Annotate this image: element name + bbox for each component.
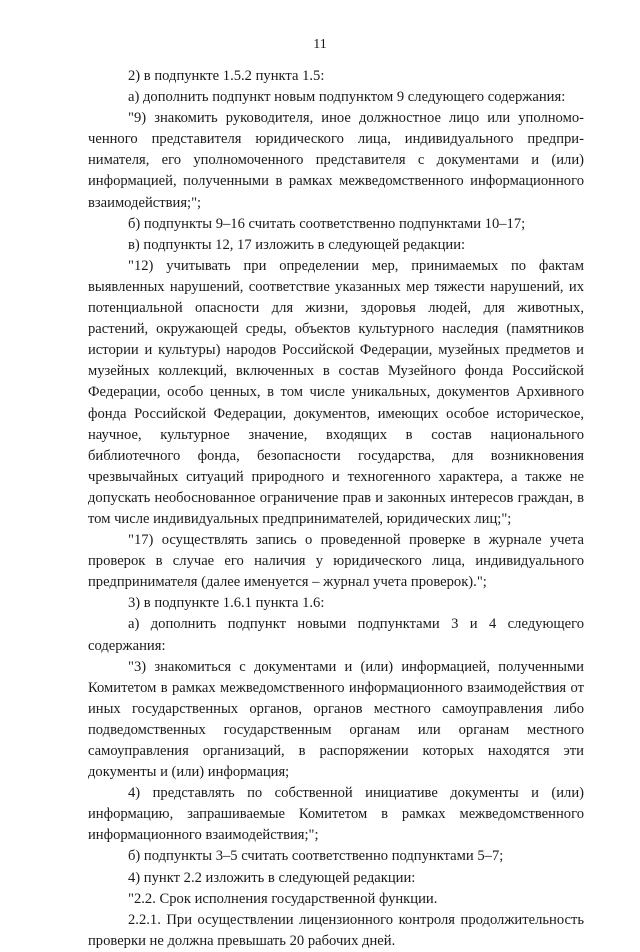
paragraph-new-subitem-9: "9) знакомить руководителя, иное должностное лицо или уполномоченного представителя юридического лица, индивидуального предпринимателя, его уполномоченного представителя с документами и (или) информацией, полученными в рамках межведомственного информационного взаимодействия;"; [88, 110, 584, 211]
paragraph-section-2-2-title: "2.2. Срок исполнения государственной функции. [128, 890, 438, 907]
paragraph-subitem-v: в) подпункты 12, 17 изложить в следующей редакции: [128, 236, 466, 253]
paragraph-subitem-a: а) дополнить подпункт новым подпунктом 9 следующего содержания: [128, 89, 566, 106]
paragraph-subitem-b: б) подпункты 9–16 считать соответственно подпунктами 10–17; [128, 215, 526, 232]
paragraph-subitem-12-text: "12) учитывать при определении мер, принимаемых по фактам выявленных нарушений, соответствие указанных мер тяжести нарушений, их потенциальной опасности для жизни, здоровья людей, для животных, растений, окружающей среды, объектов культурного наследия (памятников истории и культуры) народов Российской Федерации, музейных предметов и музейных коллекций, включенных в состав Музейного фонда Российской Федерации, особо ценных, в том числе уникальных, документов Архивного фонда Российской Федерации, документов, имеющих особое историческое, научное, культурное значение, входящих в состав национального библиотечного фонда, безопасности государства, для возникновения чрезвычайных ситуаций природного и техногенного характера, а также не допускать необоснованное ограничение прав и законных интересов граждан, в том числе индивидуальных предпринимателей, юридических лиц;"; [88, 257, 584, 527]
document-body [88, 66, 584, 952]
paragraph-subitem-a-2: а) дополнить подпункт новыми подпунктами 3 и 4 следующего содержания: [88, 616, 584, 654]
paragraph-item-4-heading: 4) пункт 2.2 изложить в следующей редакции: [128, 869, 416, 886]
paragraph-section-2-2-1: 2.2.1. При осуществлении лицензионного контроля продолжительность проверки не должна превышать 20 рабочих дней. [88, 911, 584, 949]
paragraph-new-subitem-4: 4) представлять по собственной инициативе документы и (или) информацию, запрашиваемые Комитетом в рамках межведомственного информационного взаимодействия;"; [88, 785, 584, 844]
paragraph-item-3-heading: 3) в подпункте 1.6.1 пункта 1.6: [128, 595, 325, 612]
paragraph-new-subitem-3: "3) знакомиться с документами и (или) информацией, полученными Комитетом в рамках межведомственного информационного взаимодействия от иных государственных органов, органов местного самоуправления либо подведомственных государственным органам или органам местного самоуправления организаций, в распоряжении которых находятся эти документы и (или) информация; [88, 658, 584, 781]
paragraph-subitem-b-2: б) подпункты 3–5 считать соответственно подпунктами 5–7; [128, 848, 504, 865]
paragraph-item-2-heading: 2) в подпункте 1.5.2 пункта 1.5: [128, 68, 325, 84]
page-number: 11 [313, 37, 327, 52]
paragraph-subitem-17-text: "17) осуществлять запись о проведенной проверке в журнале учета проверок в случае его наличия у юридического лица, индивидуального предпринимателя (далее именуется – журнал учета проверок)."; [88, 532, 584, 591]
